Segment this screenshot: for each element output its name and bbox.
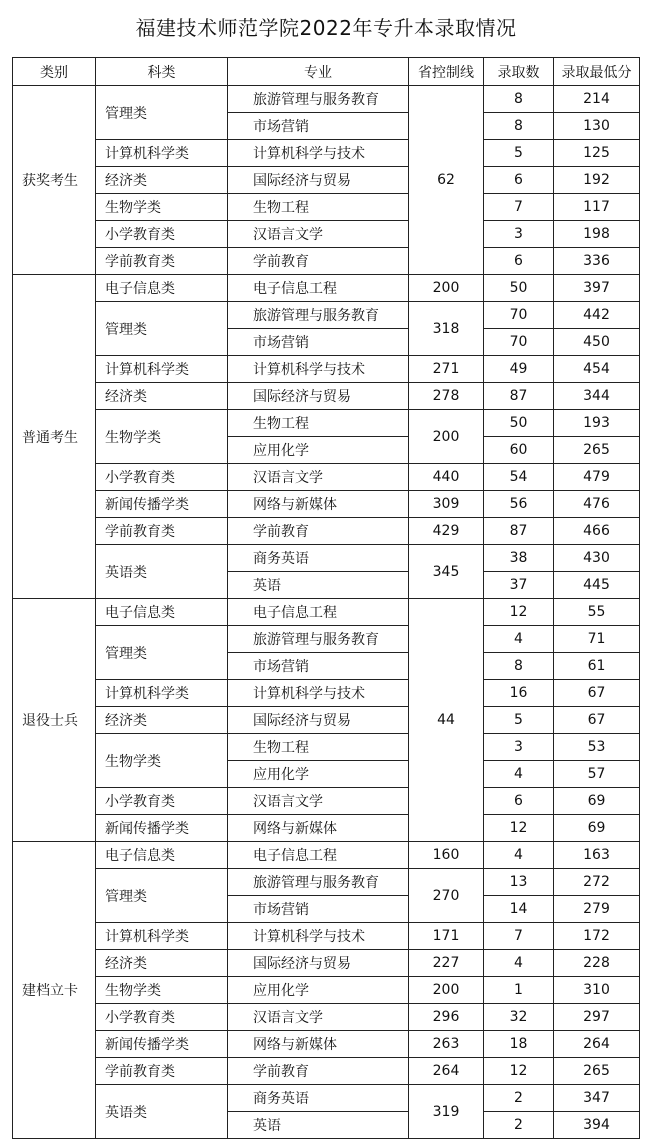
control-line-cell: 227 [409,950,484,977]
table-row [13,707,640,734]
admitted-cell: 6 [484,167,554,194]
admitted-cell: 60 [484,437,554,464]
subject-cell: 生物学类 [96,977,228,1004]
header-admitted: 录取数 [484,58,554,86]
table-row [13,464,640,491]
major-cell: 计算机科学与技术 [228,140,409,167]
admitted-cell: 49 [484,356,554,383]
major-cell: 计算机科学与技术 [228,923,409,950]
subject-cell: 小学教育类 [96,1004,228,1031]
control-line-cell: 263 [409,1031,484,1058]
major-cell: 国际经济与贸易 [228,707,409,734]
subject-cell: 电子信息类 [96,842,228,869]
major-cell: 旅游管理与服务教育 [228,869,409,896]
table-row [13,1031,640,1058]
control-line-cell: 200 [409,410,484,464]
major-cell: 生物工程 [228,410,409,437]
table-row [13,491,640,518]
admitted-cell: 37 [484,572,554,599]
subject-cell: 计算机科学类 [96,356,228,383]
admitted-cell: 8 [484,113,554,140]
min-score-cell: 53 [554,734,640,761]
major-cell: 市场营销 [228,896,409,923]
table-row [13,842,640,869]
admitted-cell: 5 [484,140,554,167]
subject-cell: 小学教育类 [96,464,228,491]
header-row [13,58,640,86]
page-title: 福建技术师范学院2022年专升本录取情况 [135,16,517,40]
control-line-cell: 264 [409,1058,484,1085]
table-row [13,815,640,842]
admitted-cell: 4 [484,626,554,653]
min-score-cell: 430 [554,545,640,572]
major-cell: 汉语言文学 [228,1004,409,1031]
table-row [13,1058,640,1085]
min-score-cell: 454 [554,356,640,383]
major-cell: 市场营销 [228,653,409,680]
control-line-cell: 345 [409,545,484,599]
control-line-cell: 440 [409,464,484,491]
table-row [13,221,640,248]
table-row [13,977,640,1004]
control-line-cell: 309 [409,491,484,518]
subject-cell: 新闻传播学类 [96,1031,228,1058]
table-row [13,545,640,572]
major-cell: 应用化学 [228,437,409,464]
control-line-cell: 278 [409,383,484,410]
table-row [13,86,640,113]
major-cell: 学前教育 [228,1058,409,1085]
control-line-cell: 200 [409,275,484,302]
admitted-cell: 6 [484,248,554,275]
table-body [13,86,640,1139]
subject-cell: 经济类 [96,950,228,977]
major-cell: 电子信息工程 [228,599,409,626]
min-score-cell: 272 [554,869,640,896]
major-cell: 市场营销 [228,329,409,356]
admitted-cell: 87 [484,383,554,410]
table-row [13,356,640,383]
major-cell: 英语 [228,1112,409,1139]
min-score-cell: 397 [554,275,640,302]
min-score-cell: 336 [554,248,640,275]
subject-cell: 生物学类 [96,194,228,221]
major-cell: 生物工程 [228,734,409,761]
admitted-cell: 16 [484,680,554,707]
min-score-cell: 69 [554,788,640,815]
major-cell: 应用化学 [228,977,409,1004]
admitted-cell: 38 [484,545,554,572]
min-score-cell: 479 [554,464,640,491]
major-cell: 计算机科学与技术 [228,680,409,707]
table-row [13,1004,640,1031]
subject-cell: 管理类 [96,86,228,140]
min-score-cell: 193 [554,410,640,437]
control-line-cell: 200 [409,977,484,1004]
admission-table [12,57,640,1139]
admitted-cell: 1 [484,977,554,1004]
table-row [13,140,640,167]
min-score-cell: 228 [554,950,640,977]
control-line-cell: 160 [409,842,484,869]
min-score-cell: 71 [554,626,640,653]
table-row [13,248,640,275]
major-cell: 旅游管理与服务教育 [228,626,409,653]
category-cell: 获奖考生 [13,86,96,275]
table-row [13,869,640,896]
admitted-cell: 3 [484,221,554,248]
admitted-cell: 2 [484,1112,554,1139]
subject-cell: 电子信息类 [96,599,228,626]
min-score-cell: 198 [554,221,640,248]
major-cell: 应用化学 [228,761,409,788]
subject-cell: 小学教育类 [96,788,228,815]
min-score-cell: 466 [554,518,640,545]
table-row [13,599,640,626]
min-score-cell: 265 [554,1058,640,1085]
major-cell: 商务英语 [228,545,409,572]
admitted-cell: 13 [484,869,554,896]
table-row [13,167,640,194]
table-row [13,626,640,653]
admitted-cell: 5 [484,707,554,734]
min-score-cell: 125 [554,140,640,167]
min-score-cell: 347 [554,1085,640,1112]
admitted-cell: 50 [484,410,554,437]
major-cell: 旅游管理与服务教育 [228,302,409,329]
subject-cell: 经济类 [96,383,228,410]
admitted-cell: 12 [484,599,554,626]
major-cell: 市场营销 [228,113,409,140]
min-score-cell: 57 [554,761,640,788]
table-row [13,194,640,221]
table-row [13,383,640,410]
min-score-cell: 265 [554,437,640,464]
major-cell: 商务英语 [228,1085,409,1112]
category-cell: 建档立卡 [13,842,96,1139]
major-cell: 国际经济与贸易 [228,950,409,977]
min-score-cell: 55 [554,599,640,626]
admitted-cell: 7 [484,194,554,221]
control-line-cell: 296 [409,1004,484,1031]
admitted-cell: 14 [484,896,554,923]
category-cell: 退役士兵 [13,599,96,842]
min-score-cell: 445 [554,572,640,599]
header-subject: 科类 [96,58,228,86]
table-row [13,950,640,977]
subject-cell: 新闻传播学类 [96,491,228,518]
min-score-cell: 67 [554,680,640,707]
admitted-cell: 8 [484,653,554,680]
min-score-cell: 264 [554,1031,640,1058]
major-cell: 计算机科学与技术 [228,356,409,383]
min-score-cell: 67 [554,707,640,734]
subject-cell: 管理类 [96,626,228,680]
control-line-cell: 429 [409,518,484,545]
subject-cell: 小学教育类 [96,221,228,248]
subject-cell: 计算机科学类 [96,923,228,950]
control-line-cell: 171 [409,923,484,950]
min-score-cell: 117 [554,194,640,221]
min-score-cell: 310 [554,977,640,1004]
major-cell: 英语 [228,572,409,599]
major-cell: 国际经济与贸易 [228,167,409,194]
control-line-cell: 270 [409,869,484,923]
table-row [13,410,640,437]
admitted-cell: 8 [484,86,554,113]
header-control-line: 省控制线 [409,58,484,86]
major-cell: 汉语言文学 [228,464,409,491]
admitted-cell: 32 [484,1004,554,1031]
subject-cell: 经济类 [96,707,228,734]
min-score-cell: 163 [554,842,640,869]
major-cell: 汉语言文学 [228,221,409,248]
header-major: 专业 [228,58,409,86]
min-score-cell: 297 [554,1004,640,1031]
admitted-cell: 12 [484,1058,554,1085]
major-cell: 国际经济与贸易 [228,383,409,410]
subject-cell: 管理类 [96,869,228,923]
header-category: 类别 [13,58,96,86]
table-row [13,923,640,950]
admitted-cell: 4 [484,761,554,788]
min-score-cell: 192 [554,167,640,194]
subject-cell: 计算机科学类 [96,680,228,707]
min-score-cell: 394 [554,1112,640,1139]
subject-cell: 英语类 [96,1085,228,1139]
table-row [13,275,640,302]
admitted-cell: 56 [484,491,554,518]
min-score-cell: 172 [554,923,640,950]
control-line-cell: 271 [409,356,484,383]
subject-cell: 新闻传播学类 [96,815,228,842]
min-score-cell: 476 [554,491,640,518]
major-cell: 网络与新媒体 [228,815,409,842]
admitted-cell: 3 [484,734,554,761]
min-score-cell: 279 [554,896,640,923]
admitted-cell: 7 [484,923,554,950]
control-line-cell: 318 [409,302,484,356]
admitted-cell: 70 [484,329,554,356]
min-score-cell: 130 [554,113,640,140]
subject-cell: 学前教育类 [96,1058,228,1085]
table-row [13,302,640,329]
admitted-cell: 87 [484,518,554,545]
admitted-cell: 54 [484,464,554,491]
subject-cell: 计算机科学类 [96,140,228,167]
subject-cell: 电子信息类 [96,275,228,302]
control-line-cell: 319 [409,1085,484,1139]
major-cell: 网络与新媒体 [228,1031,409,1058]
min-score-cell: 344 [554,383,640,410]
table-row [13,680,640,707]
admitted-cell: 18 [484,1031,554,1058]
header-min-score: 录取最低分 [554,58,640,86]
min-score-cell: 214 [554,86,640,113]
major-cell: 旅游管理与服务教育 [228,86,409,113]
major-cell: 电子信息工程 [228,842,409,869]
major-cell: 汉语言文学 [228,788,409,815]
subject-cell: 学前教育类 [96,248,228,275]
min-score-cell: 69 [554,815,640,842]
subject-cell: 经济类 [96,167,228,194]
category-cell: 普通考生 [13,275,96,599]
admitted-cell: 2 [484,1085,554,1112]
admitted-cell: 12 [484,815,554,842]
admitted-cell: 4 [484,842,554,869]
min-score-cell: 442 [554,302,640,329]
subject-cell: 生物学类 [96,410,228,464]
min-score-cell: 450 [554,329,640,356]
major-cell: 网络与新媒体 [228,491,409,518]
subject-cell: 学前教育类 [96,518,228,545]
subject-cell: 生物学类 [96,734,228,788]
major-cell: 学前教育 [228,248,409,275]
control-line-cell: 44 [409,599,484,842]
admitted-cell: 50 [484,275,554,302]
admitted-cell: 6 [484,788,554,815]
admitted-cell: 70 [484,302,554,329]
min-score-cell: 61 [554,653,640,680]
table-row [13,734,640,761]
table-row [13,1085,640,1112]
major-cell: 生物工程 [228,194,409,221]
control-line-cell: 62 [409,86,484,275]
table-row [13,788,640,815]
subject-cell: 英语类 [96,545,228,599]
subject-cell: 管理类 [96,302,228,356]
table-row [13,518,640,545]
major-cell: 学前教育 [228,518,409,545]
major-cell: 电子信息工程 [228,275,409,302]
admitted-cell: 4 [484,950,554,977]
